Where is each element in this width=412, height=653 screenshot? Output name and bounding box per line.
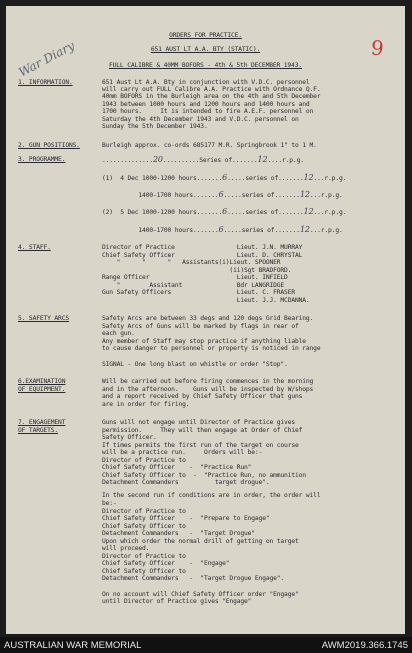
text-line: and a report received by Chief Safety Officer that guns bbox=[102, 393, 303, 400]
text: 1400-1700 hours....... bbox=[102, 192, 219, 199]
text-line: will carry out FULL Calibre A.A. Practice with Ordnance Q.F. bbox=[102, 86, 321, 93]
archive-footer bbox=[0, 637, 412, 653]
programme-row bbox=[102, 174, 346, 182]
text: 1400-1700 hours....... bbox=[102, 227, 219, 234]
text: .....series of....... bbox=[223, 227, 300, 234]
text-line: Chief Safety Officer to bbox=[102, 523, 186, 530]
handwritten-value: 6 bbox=[222, 173, 228, 182]
footer-source: AUSTRALIAN WAR MEMORIAL bbox=[4, 640, 142, 651]
text: .....series of....... bbox=[227, 209, 304, 216]
text-line: will proceed. bbox=[102, 545, 150, 552]
section-heading: 7. ENGAGEMENT bbox=[18, 419, 66, 426]
text-line: permission. They will then engage at Order of Chief bbox=[102, 427, 303, 434]
footer-accession: AWM2019.366.1745 bbox=[321, 640, 408, 651]
text-line: are in order for firing. bbox=[102, 401, 190, 408]
handwritten-value: 12 bbox=[299, 225, 310, 234]
page-number-mark: 9 bbox=[369, 35, 385, 61]
staff-line: Director of Practice Lieut. J.N. MURRAY bbox=[102, 244, 303, 251]
programme-row bbox=[102, 191, 343, 199]
handwritten-value: 6 bbox=[218, 225, 224, 234]
staff-line: Gun Safety Officers Lieut. C. FRASER bbox=[102, 289, 295, 296]
staff-line: " " " Assistants(i)Lieut. SPOONER bbox=[102, 259, 281, 266]
text: .....series of....... bbox=[227, 175, 304, 182]
text-line: Director of Practice to bbox=[102, 553, 186, 560]
text-line: Detachment Commanders - "Target Drogue" bbox=[102, 530, 255, 537]
text: ....r.p.g. bbox=[267, 157, 304, 164]
doc-subtitle: FULL CALIBRE & 40MM BOFORS - 4th & 5th DECEMBER 1943. bbox=[109, 62, 302, 69]
doc-unit: 651 AUST LT A.A. BTY (STATIC). bbox=[150, 46, 261, 53]
handwritten-value: 12 bbox=[303, 173, 314, 182]
text-line: Director of Practice to bbox=[102, 508, 186, 515]
section-heading: OF TARGETS. bbox=[18, 427, 59, 434]
text-line: SIGNAL - One long blast on whistle or order "Stop". bbox=[102, 361, 288, 368]
text-line: Detachment Commanders target drogue". bbox=[102, 479, 270, 486]
section-heading: 3. PROGRAMME. bbox=[18, 156, 66, 163]
doc-title: ORDERS FOR PRACTICE. bbox=[169, 32, 242, 39]
programme-row bbox=[102, 226, 343, 234]
text: ...r.p.g. bbox=[309, 227, 343, 234]
war-diary-handwriting: War Diary bbox=[16, 38, 77, 80]
programme-row bbox=[102, 208, 346, 216]
text-line: If times permits the first run of the target on course bbox=[102, 442, 299, 449]
text-line: Will be carried out before firing commences in the morning bbox=[102, 378, 314, 385]
text: (1) 4 Dec 1000-1200 hours....... bbox=[102, 175, 223, 182]
section-heading: 4. STAFF. bbox=[18, 244, 51, 251]
text-line: 1700 hours. It is intended to fire A.E.F. personnel on bbox=[102, 108, 314, 115]
section-heading: 6.EXAMINATION bbox=[18, 378, 66, 385]
text-line: In the second run if conditions are in order, the order will bbox=[102, 492, 321, 499]
text: ...r.p.g. bbox=[313, 175, 347, 182]
section-heading: OF EQUIPMENT. bbox=[18, 386, 66, 393]
text-line: Chief Safety Officer to - "Practice Run, no ammunition bbox=[102, 472, 306, 479]
text-line: 1943 between 1000 hours and 1200 hours and 1400 hours and bbox=[102, 101, 310, 108]
handwritten-value: 20 bbox=[152, 155, 163, 164]
staff-line: Chief Safety Officer Lieut. D. CHRYSTAL bbox=[102, 252, 303, 259]
text-line: each gun. bbox=[102, 330, 135, 337]
text-line: and in the afternoon. Guns will be inspected by W/shops bbox=[102, 386, 314, 393]
text-line: Safety Arcs of Guns will be marked by flags in rear of bbox=[102, 323, 299, 330]
handwritten-value: 12 bbox=[299, 190, 310, 199]
text: (2) 5 Dec 1000-1200 hours....... bbox=[102, 209, 223, 216]
text-line: Sunday the 5th December 1943. bbox=[102, 123, 208, 130]
section-heading: 1. INFORMATION. bbox=[18, 79, 73, 86]
text: ..........Series of....... bbox=[162, 157, 258, 164]
handwritten-value: 6 bbox=[218, 190, 224, 199]
text-line: to cause danger to personnel or property is noticed in range bbox=[102, 345, 321, 352]
staff-line: (ii)Sgt BRADFORD. bbox=[102, 267, 292, 274]
text-line: Director of Practice to bbox=[102, 457, 186, 464]
text-line: will be a practice run. Orders will be:- bbox=[102, 449, 263, 456]
text-line: Safety Officer. bbox=[102, 434, 157, 441]
text: .....series of....... bbox=[223, 192, 300, 199]
text-line: Upon which order the normal drill of getting on target bbox=[102, 538, 299, 545]
text-line: Any member of Staff may stop practice if anything liable bbox=[102, 338, 306, 345]
handwritten-value: 6 bbox=[222, 207, 228, 216]
text: ...r.p.g. bbox=[309, 192, 343, 199]
text-line: Chief Safety Officer - "Engage" bbox=[102, 560, 230, 567]
text-line: On no account will Chief Safety Officer order "Engage" bbox=[102, 591, 299, 598]
staff-line: Lieut. J.J. MCDANNA. bbox=[102, 297, 310, 304]
dots: .............. bbox=[102, 157, 153, 164]
text-line: be:- bbox=[102, 500, 117, 507]
handwritten-value: 12 bbox=[303, 207, 314, 216]
programme-row bbox=[102, 156, 304, 164]
handwritten-value: 12 bbox=[257, 155, 268, 164]
section-heading: 5. SAFETY ARCS bbox=[18, 315, 69, 322]
text-line: Guns will not engage until Director of Practice gives bbox=[102, 419, 295, 426]
staff-line: Range Officer Lieut. INFIELD bbox=[102, 274, 288, 281]
text-line: 651 Aust Lt A.A. Bty in conjunction with V.D.C. personnel bbox=[102, 79, 310, 86]
text-line: Safety Arcs are between 33 degs and 120 degs Grid Bearing. bbox=[102, 315, 314, 322]
text-line: Saturday the 4th December 1943 and V.D.C. personnel on bbox=[102, 116, 299, 123]
document-page bbox=[6, 6, 405, 634]
section-heading: 2. GUN POSITIONS. bbox=[18, 142, 80, 149]
text-line: until Director of Practice gives "Engage" bbox=[102, 598, 252, 605]
text-line: 40mm BOFORS in the Burleigh area on the 4th and 5th December bbox=[102, 93, 321, 100]
text-line: Chief Safety Officer - "Prepare to Engage" bbox=[102, 515, 270, 522]
text-line: Detachment Commanders - "Target Drogue Engage". bbox=[102, 575, 285, 582]
text-line: Chief Safety Officer - "Practice Run" bbox=[102, 464, 252, 471]
text: ...r.p.g. bbox=[313, 209, 347, 216]
text-line: Chief Safety Officer to bbox=[102, 568, 186, 575]
text-line: Burleigh approx. co-ords 685177 M.R. Springbrook 1" to 1 M. bbox=[102, 142, 317, 149]
staff-line: " Assistant Bdr LANGRIDGE bbox=[102, 282, 285, 289]
